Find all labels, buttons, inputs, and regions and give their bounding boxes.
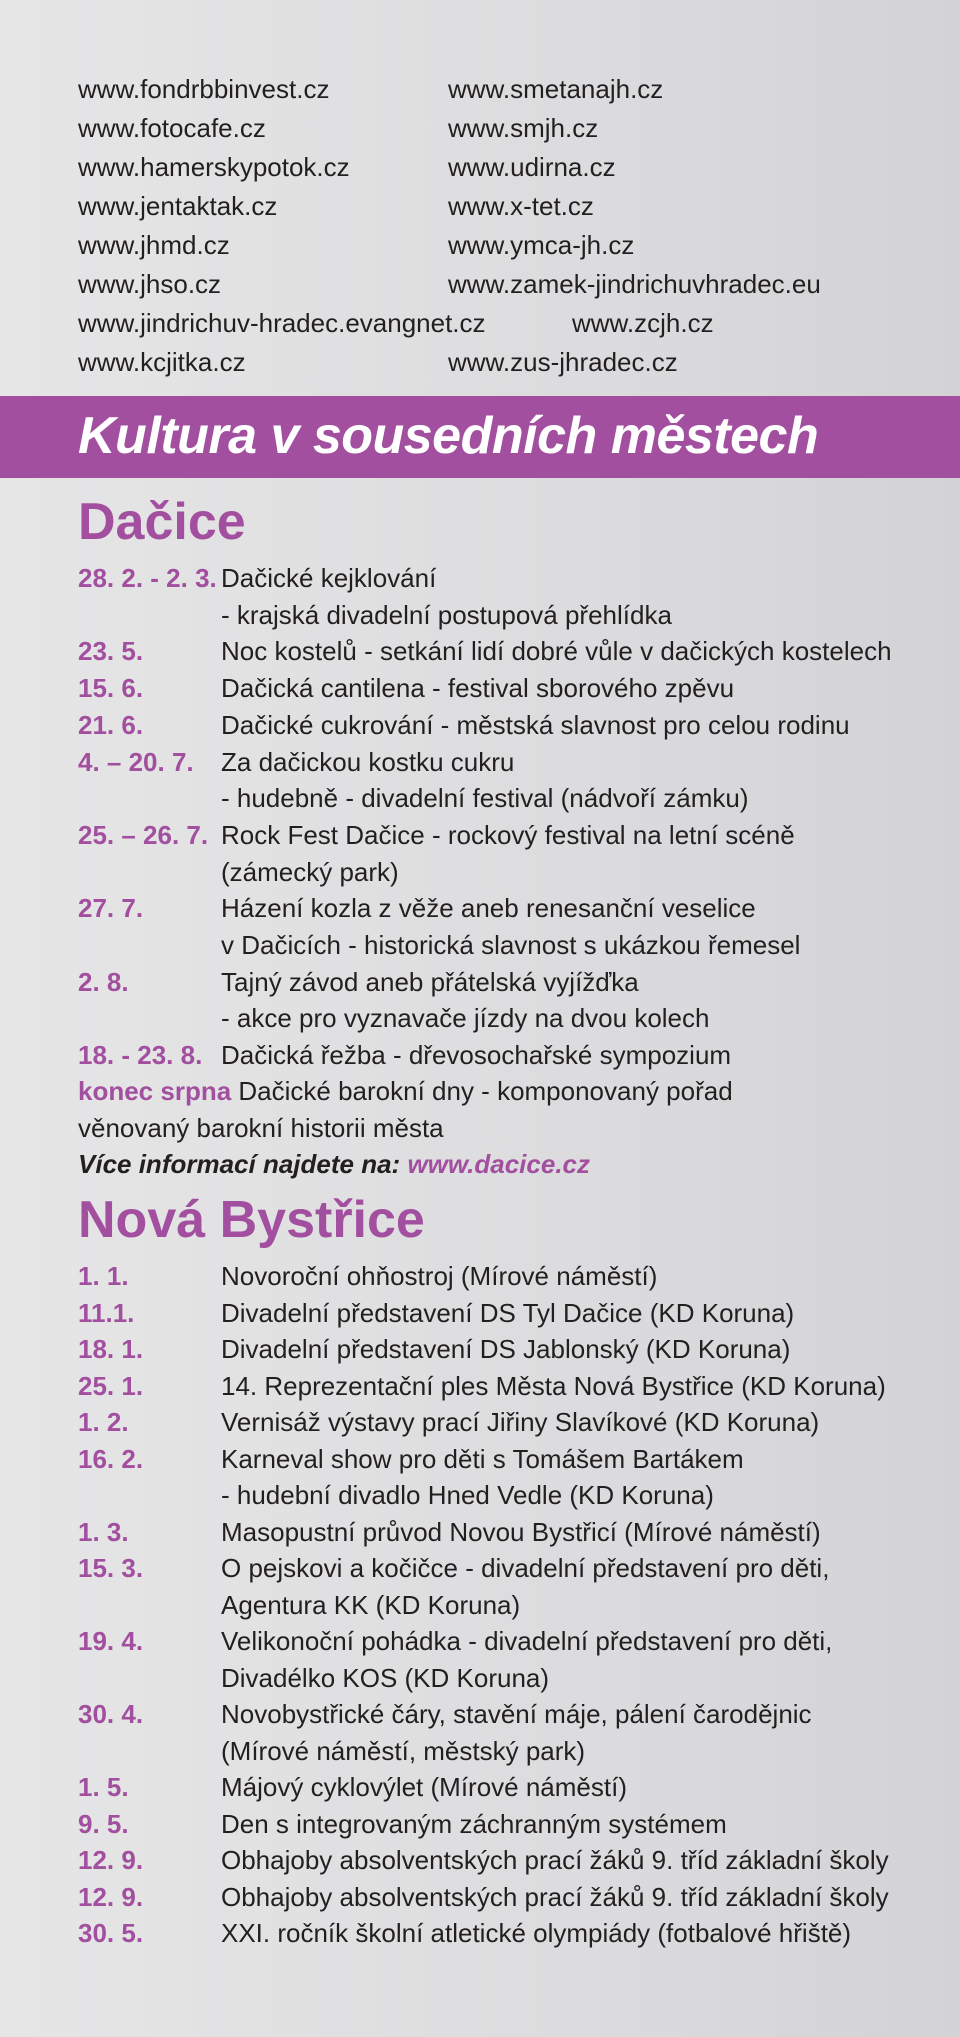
- link-row: [78, 304, 938, 343]
- dacice-events: [78, 560, 948, 1074]
- event-description: Noc kostelů - setkání lidí dobré vůle v dačických kostelech: [221, 636, 892, 667]
- website-link[interactable]: www.smjh.cz: [448, 113, 599, 143]
- event-item: [78, 1915, 948, 1952]
- event-date: 30. 4.: [78, 1699, 144, 1729]
- website-link[interactable]: www.fotocafe.cz: [78, 113, 266, 143]
- website-link[interactable]: www.zcjh.cz: [572, 308, 714, 338]
- event-item: [78, 1842, 948, 1879]
- website-link[interactable]: www.x-tet.cz: [448, 191, 594, 221]
- event-date: 25. – 26. 7.: [78, 819, 209, 850]
- event-description: Novoroční ohňostroj (Mírové náměstí): [221, 1261, 658, 1291]
- link-row: [78, 265, 938, 304]
- event-date: 12. 9.: [78, 1845, 144, 1875]
- section-banner: [0, 396, 960, 478]
- website-link[interactable]: www.jhmd.cz: [78, 230, 230, 260]
- event-description: Obhajoby absolventských prací žáků 9. tříd základní školy: [221, 1845, 889, 1875]
- event-date: 9. 5.: [78, 1808, 129, 1839]
- event-description: (Mírové náměstí, městský park): [221, 1735, 586, 1766]
- event-item: [78, 1441, 948, 1514]
- late-event-text: Dačické barokní dny - komponovaný pořad: [231, 1076, 733, 1106]
- event-item: [78, 560, 948, 633]
- event-description: Dačické kejklování: [221, 563, 437, 593]
- event-date: 15. 3.: [78, 1553, 144, 1583]
- event-description: Divadélko KOS (KD Koruna): [221, 1662, 550, 1693]
- event-description: Tajný závod aneb přátelská vyjížďka: [221, 966, 639, 997]
- event-item: [78, 707, 948, 744]
- event-item: [78, 1514, 948, 1551]
- event-description: Dačická cantilena - festival sborového zpěvu: [221, 673, 735, 704]
- event-date: 1. 2.: [78, 1407, 129, 1437]
- event-date: 15. 6.: [78, 673, 144, 704]
- link-row: [78, 109, 938, 148]
- event-description: O pejskovi a kočičce - divadelní představení pro děti,: [221, 1553, 830, 1583]
- event-date: 2. 8.: [78, 966, 129, 997]
- event-description: Dačická řežba - dřevosochařské sympozium: [221, 1040, 732, 1071]
- dacice-website-link[interactable]: www.dacice.cz: [407, 1149, 590, 1180]
- event-description: Den s integrovaným záchranným systémem: [221, 1808, 727, 1839]
- event-date: 4. – 20. 7.: [78, 746, 194, 777]
- event-date: 19. 4.: [78, 1626, 144, 1656]
- event-description: Májový cyklovýlet (Mírové náměstí): [221, 1772, 627, 1802]
- more-info-label: Více informací najdete na:: [78, 1149, 408, 1180]
- event-description: Rock Fest Dačice - rockový festival na letní scéně: [221, 819, 795, 850]
- event-date: 1. 5.: [78, 1772, 129, 1802]
- event-date: 21. 6.: [78, 709, 144, 740]
- event-description: 14. Reprezentační ples Města Nová Bystřice (KD Koruna): [221, 1370, 886, 1401]
- website-link[interactable]: www.fondrbbinvest.cz: [78, 74, 330, 104]
- event-description: (zámecký park): [221, 856, 399, 887]
- link-row: [78, 148, 938, 187]
- website-link[interactable]: www.jentaktak.cz: [78, 191, 278, 221]
- event-description: Divadelní představení DS Jablonský (KD Koruna): [221, 1334, 791, 1364]
- more-info: [78, 1146, 948, 1183]
- event-description: v Dačicích - historická slavnost s ukázkou řemesel: [221, 930, 801, 961]
- event-description: Karneval show pro děti s Tomášem Bartákem: [221, 1443, 744, 1474]
- event-description: - hudební divadlo Hned Vedle (KD Koruna): [221, 1480, 714, 1510]
- event-description: Obhajoby absolventských prací žáků 9. tříd základní školy: [221, 1881, 889, 1912]
- event-date: 28. 2. - 2. 3.: [78, 563, 217, 593]
- event-date: 18. 1.: [78, 1334, 144, 1364]
- event-date: 16. 2.: [78, 1443, 144, 1474]
- event-item: [78, 964, 948, 1037]
- event-description: Masopustní průvod Novou Bystřicí (Mírové náměstí): [221, 1516, 821, 1547]
- link-row: [78, 70, 938, 109]
- event-description: Házení kozla z věže aneb renesanční veselice: [221, 893, 756, 924]
- event-date: 27. 7.: [78, 893, 144, 924]
- banner-title: Kultura v sousedních městech: [78, 407, 819, 465]
- event-item: [78, 1368, 948, 1405]
- event-date: 18. - 23. 8.: [78, 1040, 203, 1071]
- event-date: 12. 9.: [78, 1881, 144, 1912]
- dacice-extra: [78, 1073, 948, 1183]
- event-date: 1. 3.: [78, 1516, 129, 1547]
- dacice-title: Dačice: [78, 493, 246, 551]
- website-link[interactable]: www.hamerskypotok.cz: [78, 152, 350, 182]
- event-item: [78, 744, 948, 817]
- event-item: [78, 1404, 948, 1441]
- event-item: [78, 1258, 948, 1295]
- event-item: [78, 1623, 948, 1696]
- event-item: [78, 633, 948, 670]
- website-link[interactable]: www.kcjitka.cz: [78, 347, 246, 377]
- website-link[interactable]: www.udirna.cz: [448, 152, 616, 182]
- link-row: [78, 226, 938, 265]
- event-item: [78, 1037, 948, 1074]
- event-item: [78, 890, 948, 963]
- event-description: Agentura KK (KD Koruna): [221, 1589, 521, 1620]
- event-item: [78, 1769, 948, 1806]
- event-description: XXI. ročník školní atletické olympiády (fotbalové hřiště): [221, 1918, 852, 1948]
- event-item: [78, 1696, 948, 1769]
- event-description: Vernisáž výstavy prací Jiřiny Slavíkové (KD Koruna): [221, 1407, 820, 1437]
- late-event-date: konec srpna: [78, 1076, 232, 1106]
- event-date: 25. 1.: [78, 1370, 144, 1401]
- nova-bystrice-title: Nová Bystřice: [78, 1191, 425, 1249]
- late-event-text-continued: věnovaný barokní historii města: [78, 1112, 444, 1143]
- event-item: [78, 670, 948, 707]
- event-item: [78, 1550, 948, 1623]
- event-item: [78, 1879, 948, 1916]
- event-date: 11.1.: [78, 1297, 135, 1328]
- website-list: [78, 70, 938, 382]
- event-description: - akce pro vyznavače jízdy na dvou kolech: [221, 1003, 710, 1034]
- event-item: [78, 1331, 948, 1368]
- website-link[interactable]: www.jhso.cz: [78, 269, 222, 299]
- website-link[interactable]: www.jindrichuv-hradec.evangnet.cz: [78, 308, 486, 338]
- event-description: Divadelní představení DS Tyl Dačice (KD Koruna): [221, 1297, 795, 1328]
- event-item: [78, 1295, 948, 1332]
- event-description: - hudebně - divadelní festival (nádvoří zámku): [221, 783, 749, 814]
- event-date: 30. 5.: [78, 1918, 144, 1948]
- event-date: 23. 5.: [78, 636, 144, 667]
- website-link[interactable]: www.zus-jhradec.cz: [448, 347, 678, 377]
- event-item: [78, 1806, 948, 1843]
- nova-bystrice-events: [78, 1258, 948, 1952]
- website-link[interactable]: www.smetanajh.cz: [448, 74, 664, 104]
- event-item: [78, 817, 948, 890]
- event-description: - krajská divadelní postupová přehlídka: [221, 599, 672, 630]
- event-description: Novobystřické čáry, stavění máje, pálení čarodějnic: [221, 1699, 812, 1729]
- website-link[interactable]: www.ymca-jh.cz: [448, 230, 635, 260]
- event-description: Dačické cukrování - městská slavnost pro celou rodinu: [221, 709, 850, 740]
- event-date: 1. 1.: [78, 1261, 129, 1291]
- link-row: [78, 187, 938, 226]
- dacice-late-event: [78, 1073, 948, 1110]
- website-link[interactable]: www.zamek-jindrichuvhradec.eu: [448, 269, 821, 299]
- link-row: [78, 343, 938, 382]
- event-description: Velikonoční pohádka - divadelní představení pro děti,: [221, 1626, 833, 1656]
- event-description: Za dačickou kostku cukru: [221, 746, 515, 777]
